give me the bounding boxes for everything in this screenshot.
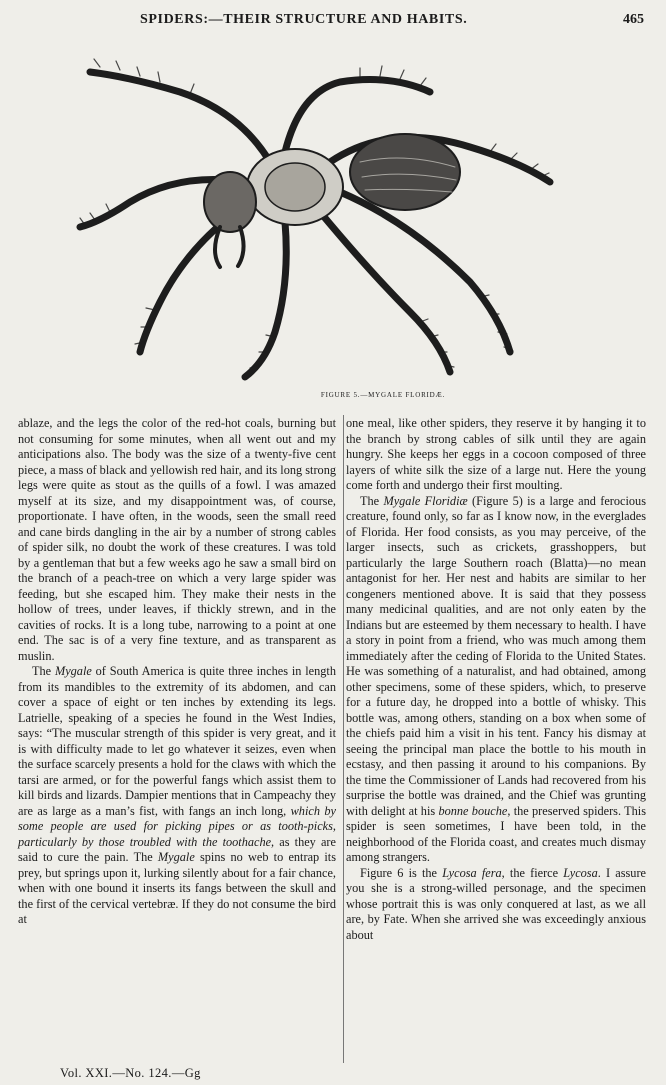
left-column [18, 416, 336, 928]
paragraph: one meal, like other spiders, they reserve it by hanging it to the branch by strong cables of silk until they are again hungry. She keeps her eggs in a cocoon composed of three layers of white silk the size of a large nut. Here the young come forth and undergo their first moulting. [346, 416, 646, 492]
paragraph: ablaze, and the legs the color of the red-hot coals, burning but not consuming for some minutes, when all went out and my anticipations also. The body was the size of a twenty-five cent piece, a mass of black and yellowish red hair, and its long strong legs were quite as stout as the quills of a fowl. I was amazed myself at its size, and my disappointment was, of course, proportionate. I have often, in the woods, seen the small reed and cane birds dangling in the air by a number of strong cables of spider silk, no doubt the work of these creatures. I was told by a gentleman that but a few weeks ago he saw a small bird on the branch of a peach-tree on which a very large spider was feeding, but she escaped him. They make their nests in the hollow of trees, under leaves, if thickly strewn, and in the cavities of rocks. It is a long tube, narrowing to a point at one end. The sac is of a very fine texture, and as transparent as muslin. [18, 416, 336, 663]
chelicerae [215, 227, 244, 267]
paragraph: Figure 6 is the Lycosa fera, the fierce Lycosa. I assure you she is a strong-willed personage, and the specimen whose portrait this is was only conquered at last, as we all are, by Fate. When she arrived she was exceedingly anxious about [346, 865, 646, 942]
paragraph: The Mygale Floridiæ (Figure 5) is a large and ferocious creature, found only, so far as I know now, in the everglades of Florida. Her food consists, as you may perceive, of the larger insects, such as crickets, grasshoppers, but particularly the large Southern roach (Blatta)—no mean antagonist for her. Her nest and habits are similar to her congeners mentioned above. It is said that they possess many medicinal qualities, and are not only eaten by the Indians but are esteemed by them necessary to health. I have a story in point from a friend, who was much among them immediately after the ceding of Florida to the United States. He was something of a naturalist, and had obtained, among other specimens, some of these spiders, which, to preserve for a future day, he dropped into a bottle of whisky. This bottle was, among others, standing on a box when some of the chiefs paid him a visit in his tent. Fancy his dismay at seeing the principal man place the bottle to his mouth in ecstasy, and then passing it around to his companions. By the time the Commissioner of Lands had recovered from his surprise the bottle was drained, and the Chief was grunting with delight at his bonne bouche, the preserved spiders. This spider is seen sometimes, I have been told, in the neighborhood of the Florida coast, and creates much dismay among strangers. [346, 493, 646, 864]
paragraph: The Mygale of South America is quite three inches in length from its mandibles to the extremity of its abdomen, and can cover a space of eight or ten inches by extending its legs. Latrielle, speaking of a species he found in the West Indies, says: “The muscular strength of this spider is very great, and it is with difficulty made to let go whatever it seizes, even when the surface scarcely presents a hold for the claws with which the tarsi are armed, or for the powerful fangs which assist them to kill birds and lizards. Dampier mentions that in Campeachy they are as large as a man’s fist, with fangs an inch long, which by some people are used for picking pipes or as tooth-picks, particularly by those troubled with the toothache, as they are said to cure the pain. The Mygale spins no web to entrap its prey, but springs upon it, lurking silently about for a fair chance, when with one bound it inserts its fangs between the skull and the first of the cervical vertebræ. If they do not consume the bird at [18, 664, 336, 926]
running-header [0, 12, 666, 34]
spider-head [204, 172, 256, 232]
page-number: 465 [623, 12, 644, 27]
spider-legs [80, 72, 550, 377]
header-title: SPIDERS:—THEIR STRUCTURE AND HABITS. [140, 12, 468, 27]
figure-caption: FIGURE 5.—MYGALE FLORIDÆ. [320, 391, 446, 399]
column-divider [343, 415, 344, 1063]
volume-signature: Vol. XXI.—No. 124.—Gg [60, 1066, 201, 1080]
spider-illustration [70, 52, 590, 392]
right-column [346, 416, 646, 943]
abdomen [350, 134, 460, 210]
